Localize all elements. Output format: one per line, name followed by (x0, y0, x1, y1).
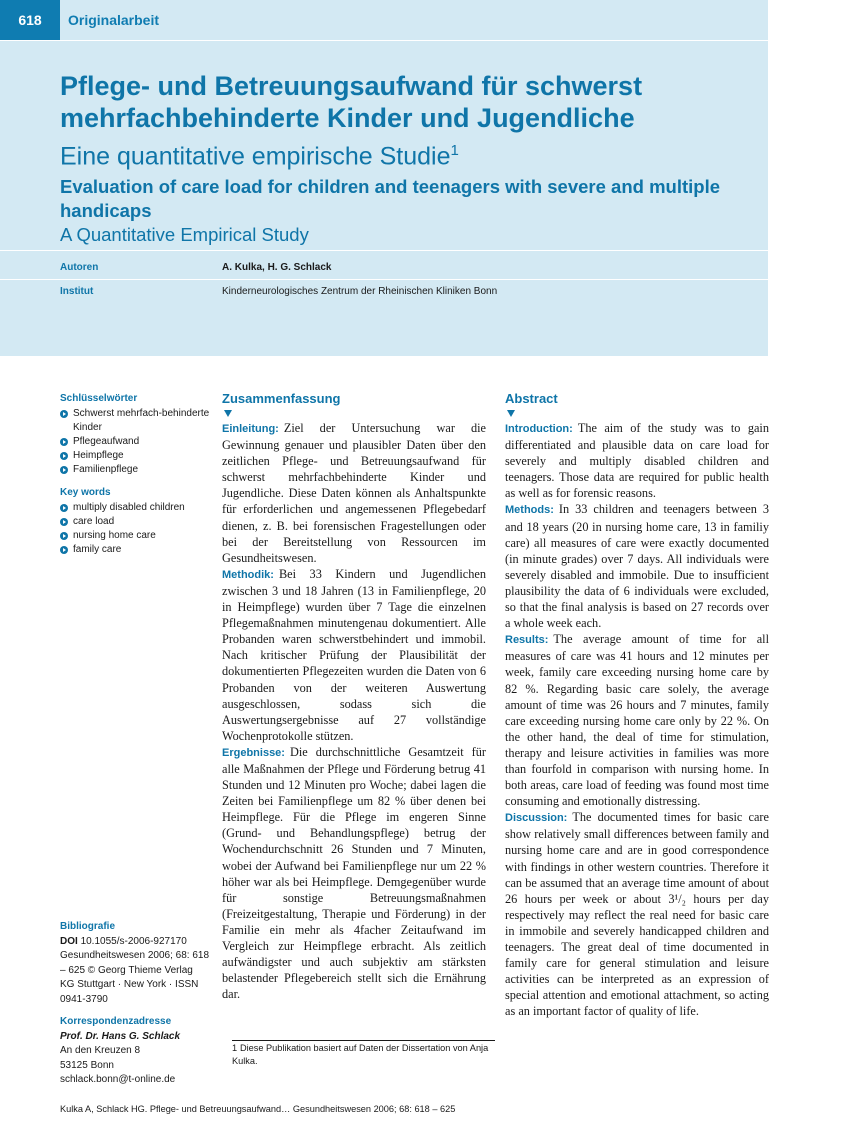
article-subtitle-de (60, 135, 459, 172)
keyword-text: Schwerst mehrfach-behinderte Kinder (73, 408, 210, 433)
paragraph (505, 631, 769, 809)
abstract (505, 390, 769, 1019)
doi-line (60, 935, 210, 950)
keyword-item (60, 529, 210, 543)
footnote-divider (232, 1040, 495, 1041)
paragraph (222, 566, 486, 744)
arrow-bullet-icon (60, 438, 68, 446)
keyword-item (60, 463, 210, 477)
keyword-item (60, 449, 210, 463)
paragraph-text: Bei 33 Kindern und Jugendlichen zwischen 3 und 18 Jahren (13 in Familienpflege, 20 in Heimpflege) wurden über 7 Tage die einzelnen Pflegemaßnahmen minutengenau dokumentiert. Alle Probanden waren schwerstbehindert und immobil. Nach kritischer Prüfung der Plausibilität der dokumentierten Pflegezeiten wurden die Daten von 6 Probanden von der weiteren Auswertung ausgeschlossen, sodass sich die Auswertungsergebnisse auf 27 vollständige Wochenprotokolle stützen. (222, 566, 486, 743)
paragraph-text: Ziel der Untersuchung war die Gewinnung genauer und plausibler Daten über den zeitlichen Pflege- und Betreuungsaufwand für schwerst mehrfachbehinderte Kinder und Jugendliche. Diese Daten können als Anhaltspunkte für erforderlichen und angemessenen Pflegebedarf dienen, z. B. bei forensischen Fragestellungen oder bei der Bereitstellung von Ressourcen im Gesundheitswesen. (222, 421, 486, 565)
meta-divider (0, 279, 768, 280)
paragraph (505, 501, 769, 631)
arrow-bullet-icon (60, 466, 68, 474)
paragraph-text: Die durchschnittliche Gesamtzeit für alle Maßnahmen der Pflege und Förderung betrug 41 Stunden und 12 Minuten pro Woche; dabei lagen die Zeiten bei Familienpflege um 82 % über denen bei Heimpflege. Für die Pflege im engeren Sinne (Grund- und Behandlungspflege) betrug der Wochendurchschnitt 26 Stunden und 7 Minuten, wobei der Aufwand bei Familienpflege nur um 22 % höher war als bei Heimpflege. Demgegenüber wurde für sonstige Betreuungsmaßnahmen (Freizeitgestaltung, Therapie und Förderung) in der Familie ein mehr als 4facher Zeitaufwand im Vergleich zur Heimpflege erbracht. Als zeitlich aufwändigster und auch subjektiv am stärksten belastender Pflegebereich stellt sich die Ernährung dar. (222, 744, 486, 1002)
triangle-down-icon (507, 410, 515, 417)
paragraph (505, 809, 769, 1019)
keywords-en (60, 486, 210, 557)
keyword-item (60, 515, 210, 529)
arrow-bullet-icon (60, 504, 68, 512)
bibliography (60, 920, 210, 1007)
keyword-text: care load (73, 516, 115, 527)
keyword-item (60, 407, 210, 435)
arrow-bullet-icon (60, 452, 68, 460)
zusammenfassung-heading: Zusammenfassung (222, 391, 341, 406)
keywords-en-list (60, 501, 210, 557)
keyword-text: Heimpflege (73, 450, 124, 461)
correspondence-email[interactable]: schlack.bonn@t-online.de (60, 1074, 176, 1085)
paragraph-label: Einleitung: (222, 423, 279, 435)
header-divider (0, 40, 768, 41)
institute-label: Institut (60, 286, 94, 297)
zusammenfassung (222, 390, 486, 1002)
paragraph-label: Methodik: (222, 568, 274, 581)
article-subtitle-en: A Quantitative Empirical Study (60, 224, 309, 245)
abstract-heading: Abstract (505, 391, 558, 406)
paragraph-label: Discussion: (505, 812, 568, 825)
institute: Kinderneurologisches Zentrum der Rheinischen Kliniken Bonn (222, 286, 498, 297)
paragraph-text: The documented times for basic care show relatively small differences between family and nursing home care and are in good correspondence with findings in other western countries. Therefore it can be assumed that an average time amount of about 26 hours per week or about 3¹/₂ hours per day respectively may reflect the real need for basic care in immobile and severely handicapped children and teenagers. The great deal of time documented in family care for general stimulation and leisure activities can be interpreted as an expression of special attention and emotional attachment, so acting as an important factor of quality of life. (505, 810, 769, 1019)
title-divider (0, 250, 768, 251)
arrow-bullet-icon (60, 410, 68, 418)
arrow-bullet-icon (60, 546, 68, 554)
paragraph-label: Introduction: (505, 423, 573, 435)
keyword-text: Pflegeaufwand (73, 436, 140, 447)
authors-label: Autoren (60, 262, 99, 273)
correspondence-name: Prof. Dr. Hans G. Schlack (60, 1030, 181, 1042)
paragraph-text: The aim of the study was to gain differentiated and plausible data on care load for severely and multiply disabled children and teenagers. Those data are required for public health as well as for forensic reasons. (505, 421, 769, 501)
paragraph (222, 744, 486, 1003)
paragraph-text: In 33 children and teenagers between 3 and 18 years (20 in nursing home care, 13 in familiy care) all measures of care were exactly documented (in minute grades) over 7 days. All individuals were severely disabled and immobile. Due to insufficient plausibility the data of 6 individuals were excluded, so that the final analysis is based on 27 records over a whole week each. (505, 502, 769, 631)
section-label: Originalarbeit (68, 12, 160, 28)
keyword-item (60, 501, 210, 515)
paragraph-label: Results: (505, 634, 549, 647)
paragraph-label: Ergebnisse: (222, 746, 285, 759)
article-title-de: Pflege- und Betreuungsaufwand für schwerst mehrfachbehinderte Kinder und Jugendliche (60, 71, 643, 133)
page-footer-citation: Kulka A, Schlack HG. Pflege- und Betreuungsaufwand… Gesundheitswesen 2006; 68: 618 – 625 (60, 1104, 456, 1114)
footnote-mark: 1 (450, 142, 459, 159)
paragraph-label: Methods: (505, 504, 554, 517)
correspondence-street: An den Kreuzen 8 (60, 1045, 141, 1056)
keywords-de-list (60, 407, 210, 477)
keyword-item (60, 543, 210, 557)
footnote-number: 1 (232, 1043, 238, 1053)
keyword-text: family care (73, 544, 122, 555)
article-title-en: Evaluation of care load for children and teenagers with severe and multiple handicaps (60, 176, 721, 221)
keyword-item (60, 435, 210, 449)
keyword-text: multiply disabled children (73, 502, 185, 513)
triangle-down-icon (224, 410, 232, 417)
footnote (232, 1042, 496, 1068)
subtitle-de-text: Eine quantitative empirische Studie (60, 142, 451, 171)
authors: A. Kulka, H. G. Schlack (222, 262, 332, 273)
keywords-de (60, 392, 210, 477)
keywords-en-heading: Key words (60, 487, 111, 498)
correspondence (60, 1015, 210, 1088)
arrow-bullet-icon (60, 518, 68, 526)
paragraph (222, 420, 486, 566)
citation-info: Gesundheitswesen 2006; 68: 618 – 625 © Georg Thieme Verlag KG Stuttgart · New York · ISSN 0941-3790 (60, 950, 209, 1005)
page-number: 618 (0, 0, 60, 40)
arrow-bullet-icon (60, 532, 68, 540)
keywords-de-heading: Schlüsselwörter (60, 393, 138, 404)
paragraph-text: The average amount of time for all measures of care was 41 hours and 12 minutes per week, family care exceeding nursing home care by 82 %. Regarding basic care solely, the average amount of time was 26 hours and 7 minutes, family care exceeding nursing home care only by 22 %. On the other hand, the deal of time for stimulation, therapy and leisure activities in families was more than fourfold in comparison with nursing home. In both areas, care load of feeding was found most time consuming and emotionally distressing. (505, 632, 769, 809)
correspondence-heading: Korrespondenzadresse (60, 1016, 172, 1027)
footnote-text: Diese Publikation basiert auf Daten der Dissertation von Anja Kulka. (232, 1043, 489, 1066)
correspondence-city: 53125 Bonn (60, 1059, 114, 1071)
bibliography-heading: Bibliografie (60, 921, 116, 932)
keyword-text: Familienpflege (73, 464, 139, 475)
paragraph (505, 420, 769, 501)
doi-label: DOI (60, 935, 78, 947)
keyword-text: nursing home care (73, 530, 156, 541)
doi-value[interactable]: 10.1055/s-2006-927170 (80, 935, 187, 947)
